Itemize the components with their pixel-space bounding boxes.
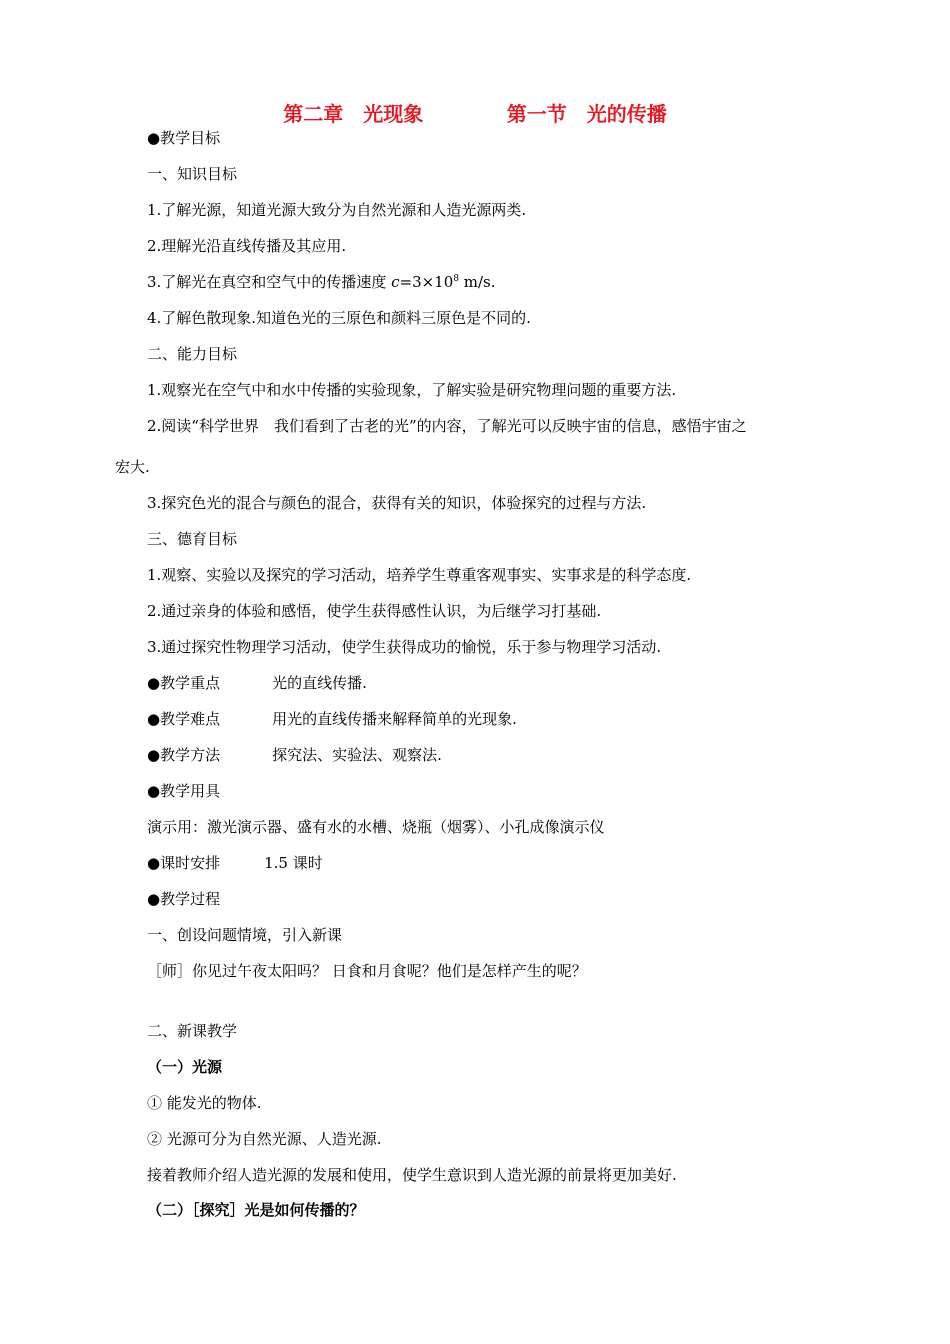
knowledge-heading: 一、知识目标 <box>147 165 238 183</box>
subsection-1-item-b: ② 光源可分为自然光源、人造光源. <box>147 1130 382 1148</box>
knowledge-item-3-post: m/s. <box>459 273 496 291</box>
difficulty <box>147 709 517 729</box>
ability-heading: 二、能力目标 <box>147 345 238 363</box>
exponent: 8 <box>453 274 460 284</box>
moral-item-1: 1.观察、实验以及探究的学习活动，培养学生尊重客观事实、实事求是的科学态度. <box>147 566 692 584</box>
schedule <box>147 853 323 873</box>
key-point-value: 光的直线传播. <box>272 674 367 692</box>
knowledge-item-3-mid: =3×10 <box>399 273 454 291</box>
moral-heading: 三、德育目标 <box>147 530 238 548</box>
subsection-2-heading: （二）［探究］光是如何传播的？ <box>147 1201 365 1219</box>
subsection-1-item-a: ① 能发光的物体. <box>147 1094 262 1112</box>
knowledge-item-1: 1.了解光源，知道光源大致分为自然光源和人造光源两类. <box>147 201 527 219</box>
chapter-title: 第二章 光现象 <box>283 102 424 126</box>
ability-item-3: 3.探究色光的混合与颜色的混合，获得有关的知识，体验探究的过程与方法. <box>147 494 647 512</box>
tools-demo: 演示用：激光演示器、盛有水的水槽、烧瓶（烟雾）、小孔成像演示仪 <box>147 818 605 836</box>
tools-heading: ●教学用具 <box>147 782 221 800</box>
key-point <box>147 673 367 693</box>
schedule-label: ●课时安排 <box>147 854 221 872</box>
part-1-heading: 一、创设问题情境，引入新课 <box>147 926 343 944</box>
section-title: 第一节 光的传播 <box>506 102 667 126</box>
ability-item-2-line-1: 2.阅读“科学世界 我们看到了古老的光”的内容，了解光可以反映宇宙的信息，感悟宇宙之 <box>147 417 747 435</box>
ability-item-2-line-2: 宏大. <box>115 458 150 476</box>
knowledge-item-2: 2.理解光沿直线传播及其应用. <box>147 237 347 255</box>
ability-item-1: 1.观察光在空气中和水中传播的实验现象，了解实验是研究物理问题的重要方法. <box>147 381 677 399</box>
part-1-text: ［师］你见过午夜太阳吗？ 日食和月食呢？他们是怎样产生的呢？ <box>147 962 587 980</box>
method-value: 探究法、实验法、观察法. <box>272 746 442 764</box>
knowledge-item-4: 4.了解色散现象.知道色光的三原色和颜料三原色是不同的. <box>147 309 531 327</box>
method-label: ●教学方法 <box>147 746 221 764</box>
knowledge-item-3 <box>147 272 496 292</box>
part-2-heading: 二、新课教学 <box>147 1022 238 1040</box>
process-heading: ●教学过程 <box>147 890 221 908</box>
difficulty-label: ●教学难点 <box>147 710 221 728</box>
moral-item-3: 3.通过探究性物理学习活动，使学生获得成功的愉悦，乐于参与物理学习活动. <box>147 638 662 656</box>
difficulty-value: 用光的直线传播来解释简单的光现象. <box>272 710 517 728</box>
speed-variable: c <box>391 273 400 291</box>
document-title <box>0 98 950 127</box>
key-point-label: ●教学重点 <box>147 674 221 692</box>
method <box>147 745 442 765</box>
knowledge-item-3-pre: 3.了解光在真空和空气中的传播速度 <box>147 273 392 291</box>
objectives-heading: ●教学目标 <box>147 129 221 147</box>
schedule-value: 1.5 课时 <box>264 854 323 872</box>
subsection-1-item-c: 接着教师介绍人造光源的发展和使用，使学生意识到人造光源的前景将更加美好. <box>147 1166 677 1184</box>
subsection-1-heading: （一）光源 <box>147 1058 223 1076</box>
moral-item-2: 2.通过亲身的体验和感悟，使学生获得感性认识，为后继学习打基础. <box>147 602 602 620</box>
